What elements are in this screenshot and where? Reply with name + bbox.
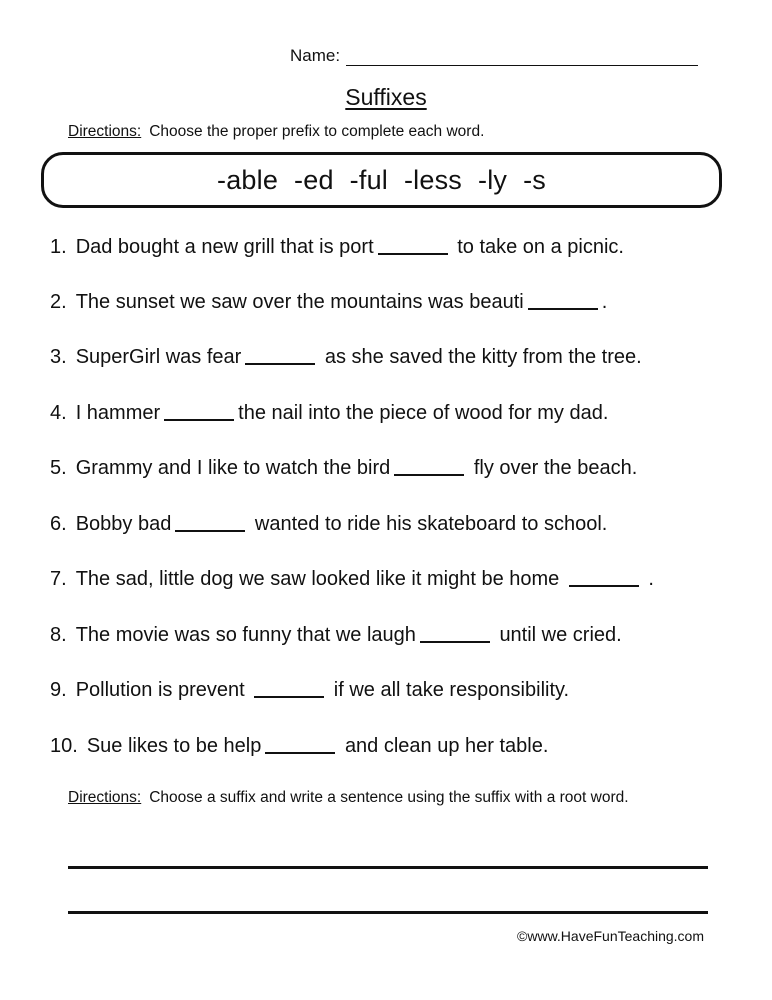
question-1: [50, 236, 624, 259]
question-text-before: Grammy and I like to watch the bird: [75, 457, 391, 479]
suffix-word-bank: [41, 152, 722, 208]
sentence-write-line-1[interactable]: [68, 866, 708, 869]
copyright-footer: ©www.HaveFunTeaching.com: [517, 928, 704, 944]
question-text-before: Dad bought a new grill that is port: [75, 236, 374, 258]
question-number: 8.: [50, 624, 67, 646]
answer-blank[interactable]: [175, 530, 245, 532]
question-text-after: .: [601, 291, 608, 313]
suffix-less: -less: [403, 164, 462, 195]
question-text-after: to take on a picnic.: [457, 236, 624, 258]
question-8: [50, 624, 622, 647]
question-9: [50, 679, 569, 702]
directions-text: Choose the proper prefix to complete each word.: [149, 123, 485, 140]
suffix-s: -s: [523, 164, 546, 195]
question-7: [50, 568, 654, 591]
question-4: [50, 402, 608, 425]
question-text-after: fly over the beach.: [473, 457, 638, 479]
question-number: 3.: [50, 346, 67, 368]
answer-blank[interactable]: [164, 419, 234, 421]
question-2: [50, 291, 607, 314]
suffix-ed: -ed: [294, 164, 334, 195]
answer-blank[interactable]: [245, 363, 315, 365]
question-number: 4.: [50, 402, 67, 424]
question-5: [50, 457, 637, 480]
answer-blank[interactable]: [378, 253, 448, 255]
worksheet-title: [0, 84, 772, 111]
title-text: Suffixes: [345, 84, 427, 110]
question-number: 2.: [50, 291, 67, 313]
sentence-write-line-2[interactable]: [68, 911, 708, 914]
question-text-before: The sad, little dog we saw looked like it might be home: [75, 568, 560, 590]
question-number: 7.: [50, 568, 67, 590]
question-number: 6.: [50, 513, 67, 535]
question-3: [50, 346, 642, 369]
directions-label: Directions:: [68, 789, 142, 806]
question-text-after: until we cried.: [499, 624, 622, 646]
name-write-line[interactable]: [346, 51, 698, 66]
answer-blank[interactable]: [420, 641, 490, 643]
question-text-before: SuperGirl was fear: [75, 346, 242, 368]
question-text-before: I hammer: [75, 402, 161, 424]
question-text-before: Bobby bad: [75, 513, 172, 535]
directions-text: Choose a suffix and write a sentence using the suffix with a root word.: [149, 789, 629, 806]
question-text-after: .: [648, 568, 654, 590]
question-text-before: The sunset we saw over the mountains was beauti: [75, 291, 524, 313]
question-text-after: the nail into the piece of wood for my dad.: [238, 402, 609, 424]
question-6: [50, 513, 607, 536]
question-text-after: if we all take responsibility.: [333, 679, 570, 701]
question-text-before: The movie was so funny that we laugh: [75, 624, 416, 646]
name-field: [290, 46, 698, 66]
directions-bottom: [68, 787, 688, 808]
name-label: Name:: [290, 46, 341, 65]
suffix-ly: -ly: [478, 164, 508, 195]
question-number: 1.: [50, 236, 67, 258]
question-number: 9.: [50, 679, 67, 701]
question-text-before: Pollution is prevent: [75, 679, 245, 701]
question-text-after: as she saved the kitty from the tree.: [324, 346, 642, 368]
suffix-able: -able: [217, 164, 279, 195]
answer-blank[interactable]: [254, 696, 324, 698]
answer-blank[interactable]: [265, 752, 335, 754]
answer-blank[interactable]: [528, 308, 598, 310]
question-text-after: wanted to ride his skateboard to school.: [254, 513, 608, 535]
directions-label: Directions:: [68, 123, 142, 140]
answer-blank[interactable]: [394, 474, 464, 476]
directions-top: [68, 121, 484, 142]
question-10: [50, 735, 548, 758]
question-number: 10.: [50, 735, 78, 757]
suffix-ful: -ful: [349, 164, 388, 195]
question-text-before: Sue likes to be help: [86, 735, 262, 757]
question-number: 5.: [50, 457, 67, 479]
question-text-after: and clean up her table.: [344, 735, 549, 757]
answer-blank[interactable]: [569, 585, 639, 587]
